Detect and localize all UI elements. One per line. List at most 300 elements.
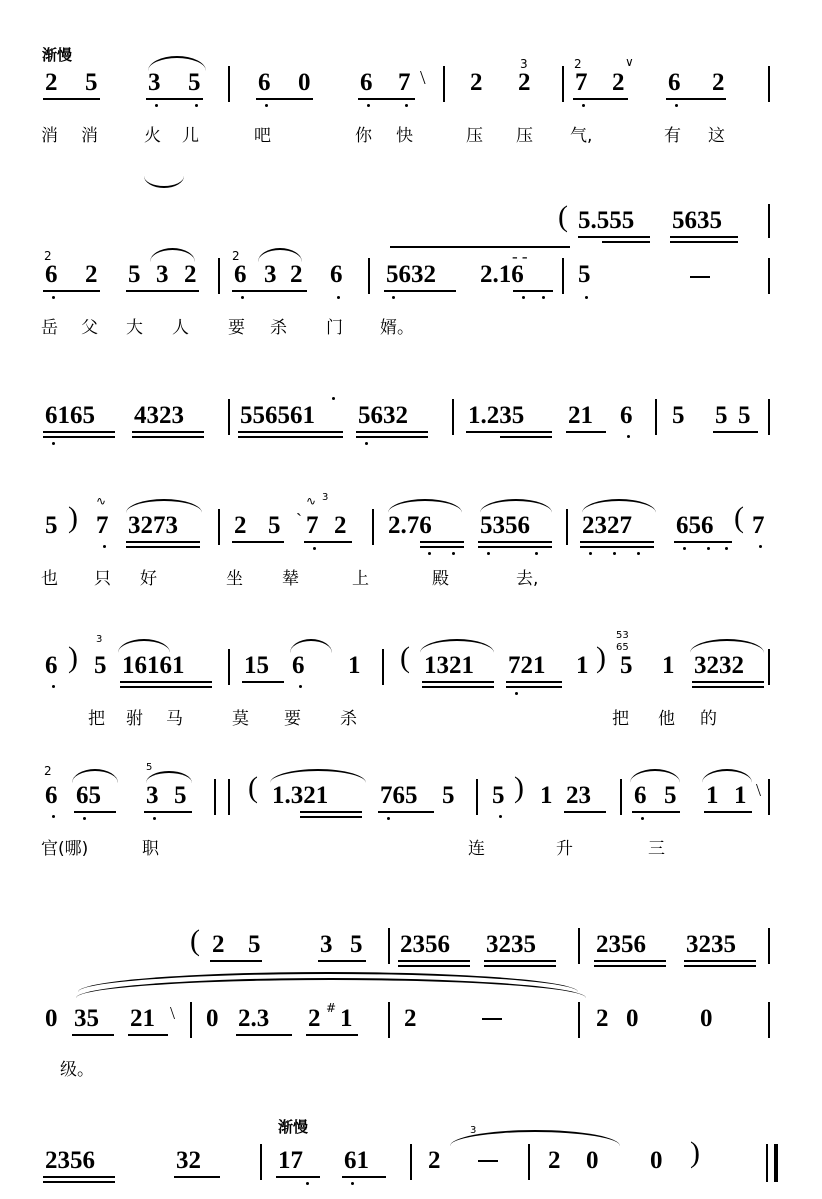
lyric: 把 (612, 709, 629, 729)
slur (270, 769, 366, 783)
barline (655, 399, 657, 435)
barline (768, 204, 770, 238)
note: 3 (148, 69, 161, 96)
beam (126, 546, 200, 548)
bracket-line (390, 246, 570, 248)
ornament-numeral: 65 (616, 642, 629, 653)
beam (398, 965, 470, 967)
beam (356, 436, 428, 438)
barline (218, 509, 220, 545)
note: 2 (548, 1147, 561, 1174)
note: 2356 (45, 1147, 95, 1174)
note: 15 (244, 652, 269, 679)
octave-dot-low (351, 1182, 354, 1185)
barline (566, 509, 568, 545)
beam (420, 541, 464, 543)
beam (236, 1034, 292, 1036)
octave-dot-low (589, 552, 592, 555)
lyric: 消 (41, 126, 58, 146)
note: 6 (45, 261, 58, 288)
barline (410, 1144, 412, 1180)
beam (174, 1176, 220, 1178)
beam (594, 960, 666, 962)
beam (210, 960, 262, 962)
note: 2 (85, 261, 98, 288)
beam (602, 241, 650, 243)
octave-dot-low (683, 547, 686, 550)
octave-dot-low (367, 104, 370, 107)
barline (562, 66, 564, 102)
lyric: 他 (658, 709, 675, 729)
note: 5 (128, 261, 141, 288)
system-6 (0, 755, 822, 865)
note: 21 (130, 1005, 155, 1032)
note: 1 (340, 1005, 353, 1032)
note: 5 (620, 652, 633, 679)
octave-dot-low (522, 296, 525, 299)
octave-dot-low (52, 442, 55, 445)
note: 7 (752, 512, 765, 539)
hold-dash (478, 1160, 498, 1162)
lyric: 杀 (270, 318, 287, 338)
barline (228, 399, 230, 435)
octave-dot-low (103, 545, 106, 548)
lyric: 这 (708, 126, 725, 146)
note: 1 (734, 782, 747, 809)
note: 1 (662, 652, 675, 679)
note: 5632 (358, 402, 408, 429)
note: 5 (442, 782, 455, 809)
barline (768, 649, 770, 685)
octave-dot-low (306, 1182, 309, 1185)
note: 2 (308, 1005, 321, 1032)
beam (692, 686, 764, 688)
octave-dot-low (582, 104, 585, 107)
ossia-note: 5 (248, 931, 261, 958)
barline (218, 258, 220, 294)
lyric: 只 (94, 569, 111, 589)
note: 0 (45, 1005, 58, 1032)
note: 6 (360, 69, 373, 96)
beam (120, 681, 212, 683)
tempo-marking-slower: 渐慢 (278, 1118, 309, 1136)
barline (562, 258, 564, 294)
note: 5 (578, 261, 591, 288)
barline (578, 928, 580, 964)
slur (480, 499, 552, 513)
octave-dot-low (452, 552, 455, 555)
octave-dot-low (337, 296, 340, 299)
lyric: 莫 (232, 709, 249, 729)
ornament-numeral: 5 (146, 762, 153, 773)
octave-dot-low (487, 552, 490, 555)
system-5 (0, 625, 822, 735)
ossia-note: 5 (350, 931, 363, 958)
octave-dot-low (641, 817, 644, 820)
octave-dot-low (52, 296, 55, 299)
ossia-note: 5.555 (578, 207, 635, 234)
barline (228, 649, 230, 685)
note: 35 (74, 1005, 99, 1032)
beam (126, 541, 200, 543)
note: 65 (76, 782, 101, 809)
barline (382, 649, 384, 685)
lyric: 要 (228, 318, 245, 338)
note: 21 (568, 402, 593, 429)
note: 0 (298, 69, 311, 96)
barline (476, 779, 478, 815)
octave-dot-low (299, 685, 302, 688)
lyric: 殿 (432, 569, 449, 589)
beam (304, 541, 352, 543)
note: 5 (715, 402, 728, 429)
note: 7 (398, 69, 411, 96)
note: 3 (156, 261, 169, 288)
ornament: 2 (574, 57, 582, 71)
beam (670, 236, 738, 238)
beam (420, 546, 464, 548)
lyric: 升 (556, 839, 573, 859)
octave-dot-low (405, 104, 408, 107)
barline (372, 509, 374, 545)
barline (578, 1002, 580, 1038)
ornament-triplet: 3 (96, 634, 103, 645)
slur (388, 499, 462, 513)
beam (43, 431, 115, 433)
beam (144, 811, 192, 813)
ossia-note: 3 (320, 931, 333, 958)
slur (582, 499, 656, 513)
system-4 (0, 485, 822, 595)
barline (768, 66, 770, 102)
beam (318, 960, 366, 962)
beam (43, 1176, 115, 1178)
note: 6 (634, 782, 647, 809)
beam (704, 811, 752, 813)
note: 5632 (386, 261, 436, 288)
beam (74, 811, 116, 813)
barline (768, 399, 770, 435)
lyric: 要 (284, 709, 301, 729)
lyric: 儿 (182, 126, 199, 146)
beam (580, 546, 654, 548)
ornament-numeral: 53 (616, 630, 629, 641)
note: 17 (278, 1147, 303, 1174)
slur (690, 639, 764, 653)
barline (528, 1144, 530, 1180)
barline (768, 1002, 770, 1038)
beam (506, 681, 562, 683)
note: 6 (330, 261, 343, 288)
note: 6 (620, 402, 633, 429)
note: 765 (380, 782, 418, 809)
note: 2 (234, 512, 247, 539)
octave-dot-low (535, 552, 538, 555)
ornament: 2 (44, 249, 52, 263)
note: 7 (575, 69, 588, 96)
tail-mark: ` (296, 510, 302, 530)
ornament-mordent: ∿ (306, 494, 317, 508)
lyric: 消 (81, 126, 98, 146)
ossia-note: 3235 (686, 931, 736, 958)
beam (578, 236, 650, 238)
note: 6 (668, 69, 681, 96)
barline (452, 399, 454, 435)
beam (378, 811, 434, 813)
note: 0 (700, 1005, 713, 1032)
octave-dot-low (387, 817, 390, 820)
beam (573, 98, 628, 100)
octave-dot-low (613, 552, 616, 555)
beam (232, 290, 307, 292)
beam (300, 811, 362, 813)
beam (43, 98, 100, 100)
barline (388, 1002, 390, 1038)
beam (580, 541, 654, 543)
lyric: 也 (41, 569, 58, 589)
slur (148, 56, 206, 71)
beam (132, 436, 204, 438)
system-8 (0, 1110, 822, 1180)
beam (713, 431, 758, 433)
barline (766, 1144, 768, 1182)
lyric: 父 (81, 318, 98, 338)
note: 6 (45, 652, 58, 679)
note: 5 (188, 69, 201, 96)
note: 5 (492, 782, 505, 809)
beam (256, 98, 313, 100)
beam (398, 960, 470, 962)
note: 5 (268, 512, 281, 539)
hold-dash (482, 1018, 502, 1020)
beam (466, 431, 552, 433)
note: 2.3 (238, 1005, 270, 1032)
beam (132, 431, 204, 433)
note: 61 (344, 1147, 369, 1174)
note: 2.76 (388, 512, 432, 539)
lyric: 马 (166, 709, 183, 729)
beam (43, 436, 115, 438)
note: 3 (146, 782, 159, 809)
lyric: 把 (88, 709, 105, 729)
lyric: 吧 (254, 126, 271, 146)
note: 5 (672, 402, 685, 429)
barline (768, 779, 770, 815)
beam (238, 431, 343, 433)
lyric: 杀 (340, 709, 357, 729)
ossia-note: 2 (212, 931, 225, 958)
open-paren: ( (190, 924, 200, 957)
beam (666, 98, 726, 100)
octave-dot-low (153, 817, 156, 820)
lyric: 三 (648, 839, 665, 859)
upper-dash: - - (512, 247, 528, 266)
note: 7 (306, 512, 319, 539)
beam (594, 965, 666, 967)
note: 23 (566, 782, 591, 809)
octave-dot-low (428, 552, 431, 555)
lyric: 岳 (41, 318, 58, 338)
beam (422, 686, 494, 688)
slur (290, 639, 332, 653)
hold-dash (690, 276, 710, 278)
octave-dot-low (195, 104, 198, 107)
octave-dot-low (627, 435, 630, 438)
lyric: 上 (352, 569, 369, 589)
note: 556561 (240, 402, 315, 429)
note: 1 (348, 652, 361, 679)
slur (150, 248, 195, 262)
lyric: 人 (172, 318, 189, 338)
beam (384, 290, 456, 292)
lyric: 好 (140, 569, 157, 589)
barline (620, 779, 622, 815)
beam (513, 290, 553, 292)
close-paren: ) (68, 501, 78, 534)
note: 3232 (694, 652, 744, 679)
note: 7 (96, 512, 109, 539)
lyric: 的 (700, 709, 717, 729)
octave-dot-high (332, 397, 335, 400)
note: 1 (540, 782, 553, 809)
octave-dot-low (542, 296, 545, 299)
beam (674, 541, 732, 543)
lyric: 压 (516, 126, 533, 146)
note: 5 (738, 402, 751, 429)
note: 5 (94, 652, 107, 679)
open-paren: ( (248, 771, 258, 804)
beam (43, 1181, 115, 1183)
note: 2 (612, 69, 625, 96)
ornament-triplet: 3 (322, 492, 329, 503)
ornament: 2 (232, 249, 240, 263)
beam (300, 816, 362, 818)
beam (358, 98, 415, 100)
octave-dot-low (83, 817, 86, 820)
note: 32 (176, 1147, 201, 1174)
octave-dot-low (637, 552, 640, 555)
beam (276, 1176, 320, 1178)
beam (356, 431, 428, 433)
barline (228, 779, 230, 815)
slur (118, 639, 170, 653)
lyric: 坐 (226, 569, 243, 589)
system-1 (0, 40, 822, 170)
open-paren: ( (558, 200, 568, 233)
note: 2 (712, 69, 725, 96)
sharp-sign: # (326, 1001, 337, 1015)
octave-dot-low (241, 296, 244, 299)
ossia-note: 2356 (596, 931, 646, 958)
lyric: 官(哪) (41, 839, 89, 859)
system-7 (0, 920, 822, 1080)
note: 721 (508, 652, 546, 679)
beam (684, 960, 756, 962)
lyric: 火 (144, 126, 161, 146)
close-paren: ) (690, 1136, 700, 1169)
note: 6 (45, 782, 58, 809)
open-paren: ( (400, 641, 410, 674)
lyric: 职 (142, 839, 159, 859)
note: 1 (576, 652, 589, 679)
ossia-note: 2356 (400, 931, 450, 958)
beam (126, 290, 199, 292)
note: 4323 (134, 402, 184, 429)
beam (684, 965, 756, 967)
note: 0 (650, 1147, 663, 1174)
octave-dot-low (52, 815, 55, 818)
lyric: 门 (326, 318, 343, 338)
octave-dot-low (155, 104, 158, 107)
beam (242, 681, 284, 683)
note: 6 (234, 261, 247, 288)
beam (484, 960, 556, 962)
octave-dot-low (759, 545, 762, 548)
slur (146, 771, 192, 783)
slur (72, 769, 118, 783)
lyric: 级。 (60, 1060, 94, 1080)
ornament-triplet: 3 (520, 57, 528, 71)
note: 0 (206, 1005, 219, 1032)
note: 2 (184, 261, 197, 288)
system-2 (0, 200, 822, 350)
note: 5 (174, 782, 187, 809)
octave-dot-low (585, 296, 588, 299)
beam (484, 965, 556, 967)
octave-dot-low (52, 685, 55, 688)
slur (630, 769, 680, 783)
ornament-triplet: 3 (470, 1125, 477, 1136)
note: 2 (45, 69, 58, 96)
beam (692, 681, 764, 683)
slur (420, 639, 494, 653)
note: 2 (518, 69, 531, 96)
beam (43, 290, 100, 292)
lyric: 快 (396, 126, 413, 146)
beam (120, 686, 212, 688)
barline (368, 258, 370, 294)
beam (422, 681, 494, 683)
octave-dot-low (499, 815, 502, 818)
note: 6 (258, 69, 271, 96)
note: 0 (626, 1005, 639, 1032)
tail-mark: \ (420, 67, 426, 89)
beam (232, 541, 284, 543)
note: 2.16 (480, 261, 524, 288)
octave-dot-low (707, 547, 710, 550)
lyric: 驸 (126, 709, 143, 729)
barline (768, 928, 770, 964)
slur (258, 248, 302, 262)
note: 6 (292, 652, 305, 679)
beam (128, 1034, 168, 1036)
note: 5356 (480, 512, 530, 539)
octave-dot-low (365, 442, 368, 445)
tempo-marking-slower: 渐慢 (42, 46, 73, 64)
note: 16161 (122, 652, 185, 679)
system-3 (0, 395, 822, 455)
octave-dot-low (675, 104, 678, 107)
barline (190, 1002, 192, 1038)
note: 2 (470, 69, 483, 96)
note: 5 (85, 69, 98, 96)
lyric: 婿。 (380, 318, 414, 338)
barline (768, 258, 770, 294)
beam (478, 546, 552, 548)
tail-mark: \ (170, 1003, 176, 1023)
tail-mark: \ (756, 780, 762, 800)
close-paren: ) (514, 771, 524, 804)
